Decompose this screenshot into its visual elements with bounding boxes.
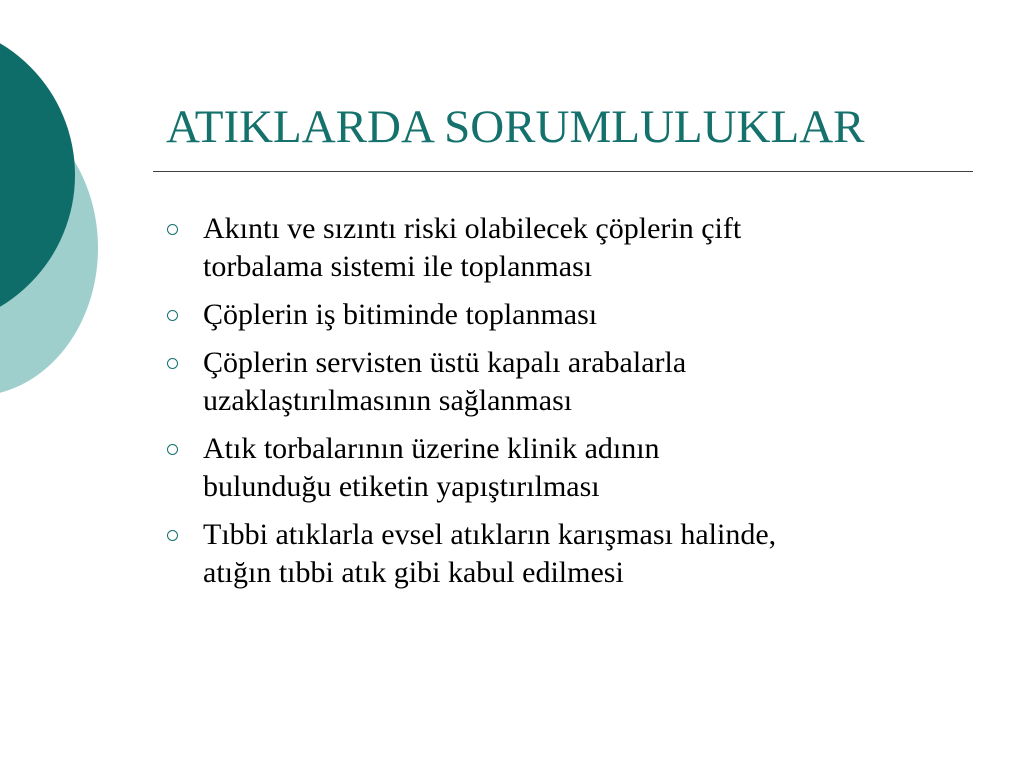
bullet-text: Çöplerin iş bitiminde toplanması	[203, 298, 598, 331]
bullet-item	[165, 516, 975, 592]
hollow-circle-bullet-icon	[167, 358, 178, 369]
bullet-text: Çöplerin servisten üstü kapalı arabalarla uzaklaştırılmasının sağlanması	[203, 346, 687, 417]
slide-title: ATIKLARDA SORUMLULUKLAR	[166, 101, 865, 153]
hollow-circle-bullet-icon	[167, 444, 178, 455]
bullet-item	[165, 430, 975, 506]
bullet-item	[165, 210, 975, 286]
hollow-circle-bullet-icon	[167, 224, 178, 235]
bullet-list	[165, 210, 975, 602]
bullet-text: Akıntı ve sızıntı riski olabilecek çöplerin çift torbalama sistemi ile toplanması	[203, 212, 742, 283]
bullet-item	[165, 296, 975, 334]
bullet-text: Atık torbalarının üzerine klinik adının bulunduğu etiketin yapıştırılması	[203, 432, 660, 503]
hollow-circle-bullet-icon	[167, 310, 178, 321]
bullet-item	[165, 344, 975, 420]
bullet-text: Tıbbi atıklarla evsel atıkların karışması halinde, atığın tıbbi atık gibi kabul edilmesi	[203, 518, 777, 589]
hollow-circle-bullet-icon	[167, 530, 178, 541]
title-divider	[153, 171, 973, 172]
